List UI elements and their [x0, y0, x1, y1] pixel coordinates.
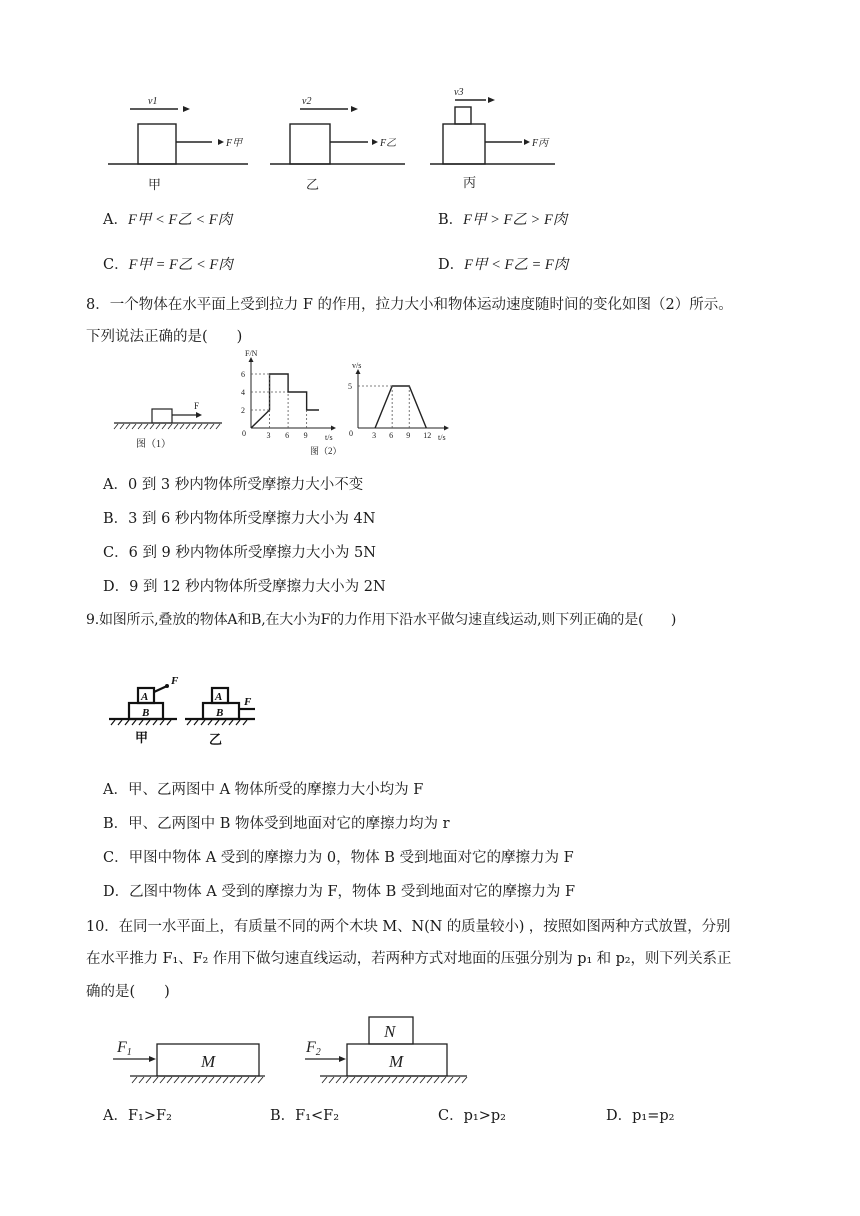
- option-text: F₁<F₂: [295, 1108, 340, 1124]
- q8-option-b[interactable]: [103, 507, 375, 528]
- option-text: 甲图中物体 A 受到的摩擦力为 0，物体 B 受到地面对它的摩擦力为 F: [128, 850, 574, 866]
- q7-option-a[interactable]: [103, 208, 232, 229]
- x-tick-label: 6: [285, 431, 290, 440]
- option-text: F₁>F₂: [127, 1108, 172, 1124]
- q7-v3-label: v3: [454, 87, 464, 98]
- series-line: [251, 374, 319, 428]
- q8-figure-2: [226, 349, 461, 460]
- q9-option-b[interactable]: [103, 812, 450, 833]
- q7-caption-jia: 甲: [148, 177, 162, 192]
- q9-force-left: F: [171, 675, 179, 687]
- option-letter: C．: [438, 1108, 464, 1124]
- q10-option-a[interactable]: [103, 1104, 172, 1125]
- q10-block-m-right: M: [389, 1052, 404, 1071]
- option-letter: B．: [438, 212, 464, 228]
- q7-v2-label: v2: [302, 96, 312, 107]
- option-letter: A．: [103, 1108, 128, 1124]
- option-letter: C．: [103, 545, 129, 561]
- q7-option-d[interactable]: [438, 253, 568, 274]
- option-text: F甲 < F乙 < F肉: [127, 212, 233, 228]
- x-axis-label: t/s: [438, 433, 446, 442]
- q10-option-c[interactable]: [438, 1104, 506, 1125]
- q7-v1-label: v1: [148, 96, 158, 107]
- option-letter: D．: [438, 257, 465, 273]
- q8-fig2-caption: 图（2）: [310, 446, 342, 456]
- q8-fig1-caption: 图（1）: [136, 439, 171, 450]
- option-text: F甲 < F乙 = F肉: [464, 257, 569, 273]
- option-letter: B．: [103, 511, 129, 527]
- x-axis-label: t/s: [325, 433, 333, 442]
- q8-option-a[interactable]: [103, 473, 363, 494]
- option-text: 甲、乙两图中 A 物体所受的摩擦力大小均为 F: [127, 782, 424, 798]
- option-text: F甲 > F乙 > F肉: [463, 212, 568, 228]
- x-axis-arrow: [444, 426, 449, 431]
- q9-caption-yi: 乙: [209, 732, 223, 747]
- x-tick-label: 9: [406, 431, 411, 440]
- q7-option-b[interactable]: [438, 208, 567, 229]
- q9-caption-jia: 甲: [135, 730, 149, 745]
- origin-label: 0: [242, 429, 246, 438]
- y-tick-label: 4: [241, 388, 245, 397]
- series-line: [375, 386, 426, 428]
- q9-block-b-left: B: [142, 707, 150, 719]
- option-text: 0 到 3 秒内物体所受摩擦力大小不变: [127, 477, 364, 493]
- q10-stem-line2: 在水平推力 F₁、F₂ 作用下做匀速直线运动，若两种方式对地面的压强分别为 p₁ 和 p₂，则下列关系正: [86, 951, 732, 967]
- q7-f2-label: F乙: [380, 138, 397, 149]
- q9-option-d[interactable]: [103, 880, 575, 901]
- option-text: p₁=p₂: [632, 1108, 675, 1124]
- option-letter: C．: [103, 850, 129, 866]
- option-letter: D．: [103, 579, 130, 595]
- chart-f-t: [241, 349, 336, 442]
- q8-stem-line1: 8．一个物体在水平面上受到拉力 F 的作用，拉力大小和物体运动速度随时间的变化如图（2）所示。: [86, 297, 733, 313]
- q7-option-c[interactable]: [103, 253, 233, 274]
- q9-force-right: F: [244, 696, 252, 708]
- option-letter: B．: [103, 816, 129, 832]
- option-text: F甲 = F乙 < F肉: [128, 257, 233, 273]
- q9-block-b-right: B: [216, 707, 224, 719]
- q8-fig1-force-label: F: [194, 401, 200, 411]
- option-letter: D．: [103, 884, 130, 900]
- option-letter: D．: [606, 1108, 633, 1124]
- option-letter: A．: [103, 212, 128, 228]
- x-tick-label: 9: [303, 431, 308, 440]
- q8-option-d[interactable]: [103, 575, 386, 596]
- option-text: 9 到 12 秒内物体所受摩擦力大小为 2N: [129, 579, 386, 595]
- q10-figure: [105, 1012, 475, 1092]
- q10-block-n: N: [384, 1022, 396, 1041]
- q9-block-a-left: A: [141, 691, 149, 703]
- q10-option-b[interactable]: [270, 1104, 339, 1125]
- option-text: 乙图中物体 A 受到的摩擦力为 F，物体 B 受到地面对它的摩擦力为 F: [129, 884, 576, 900]
- chart-v-t: [348, 361, 449, 442]
- q10-stem-line1: 10．在同一水平面上，有质量不同的两个木块 M、N(N 的质量较小) ，按照如图两种方式放置，分别: [86, 919, 731, 935]
- q8-option-c[interactable]: [103, 541, 376, 562]
- option-text: 甲、乙两图中 B 物体受到地面对它的摩擦力均为 r: [128, 816, 450, 832]
- y-axis-label: v/s: [352, 361, 362, 370]
- q10-block-m-left: M: [201, 1052, 216, 1071]
- q10-f1-label: F1: [117, 1039, 132, 1058]
- y-tick-label: 6: [241, 370, 245, 379]
- option-text: p₁>p₂: [463, 1108, 506, 1124]
- x-axis-arrow: [331, 426, 336, 431]
- option-letter: B．: [270, 1108, 296, 1124]
- x-tick-label: 3: [266, 431, 271, 440]
- q9-option-a[interactable]: [103, 778, 423, 799]
- x-tick-label: 6: [389, 431, 394, 440]
- q8-stem-line2: 下列说法正确的是( ): [86, 329, 243, 345]
- q7-figure: [100, 82, 570, 197]
- y-axis-label: F/N: [245, 349, 258, 358]
- q7-f3-label: F丙: [532, 138, 549, 149]
- q9-figure: [105, 672, 265, 754]
- origin-label: 0: [349, 429, 353, 438]
- q9-stem: 9.如图所示,叠放的物体A和B,在大小为F的力作用下沿水平做匀速直线运动,则下列正确的是( ): [86, 612, 677, 628]
- q10-f2-label: F2: [306, 1039, 321, 1058]
- q9-option-c[interactable]: [103, 846, 574, 867]
- q10-stem-line3: 确的是( ): [86, 984, 170, 1000]
- y-tick-label: 2: [241, 406, 245, 415]
- q8-figure-1: [110, 395, 230, 455]
- q7-f1-label: F甲: [226, 138, 243, 149]
- x-tick-label: 12: [423, 431, 432, 440]
- y-tick-label: 5: [348, 382, 352, 391]
- option-letter: C．: [103, 257, 129, 273]
- q10-option-d[interactable]: [606, 1104, 674, 1125]
- q7-caption-bing: 丙: [463, 175, 477, 190]
- q7-caption-yi: 乙: [306, 177, 320, 192]
- q9-block-a-right: A: [215, 691, 223, 703]
- option-letter: A．: [103, 782, 128, 798]
- option-letter: A．: [103, 477, 128, 493]
- option-text: 3 到 6 秒内物体所受摩擦力大小为 4N: [128, 511, 376, 527]
- option-text: 6 到 9 秒内物体所受摩擦力大小为 5N: [128, 545, 376, 561]
- x-tick-label: 3: [372, 431, 377, 440]
